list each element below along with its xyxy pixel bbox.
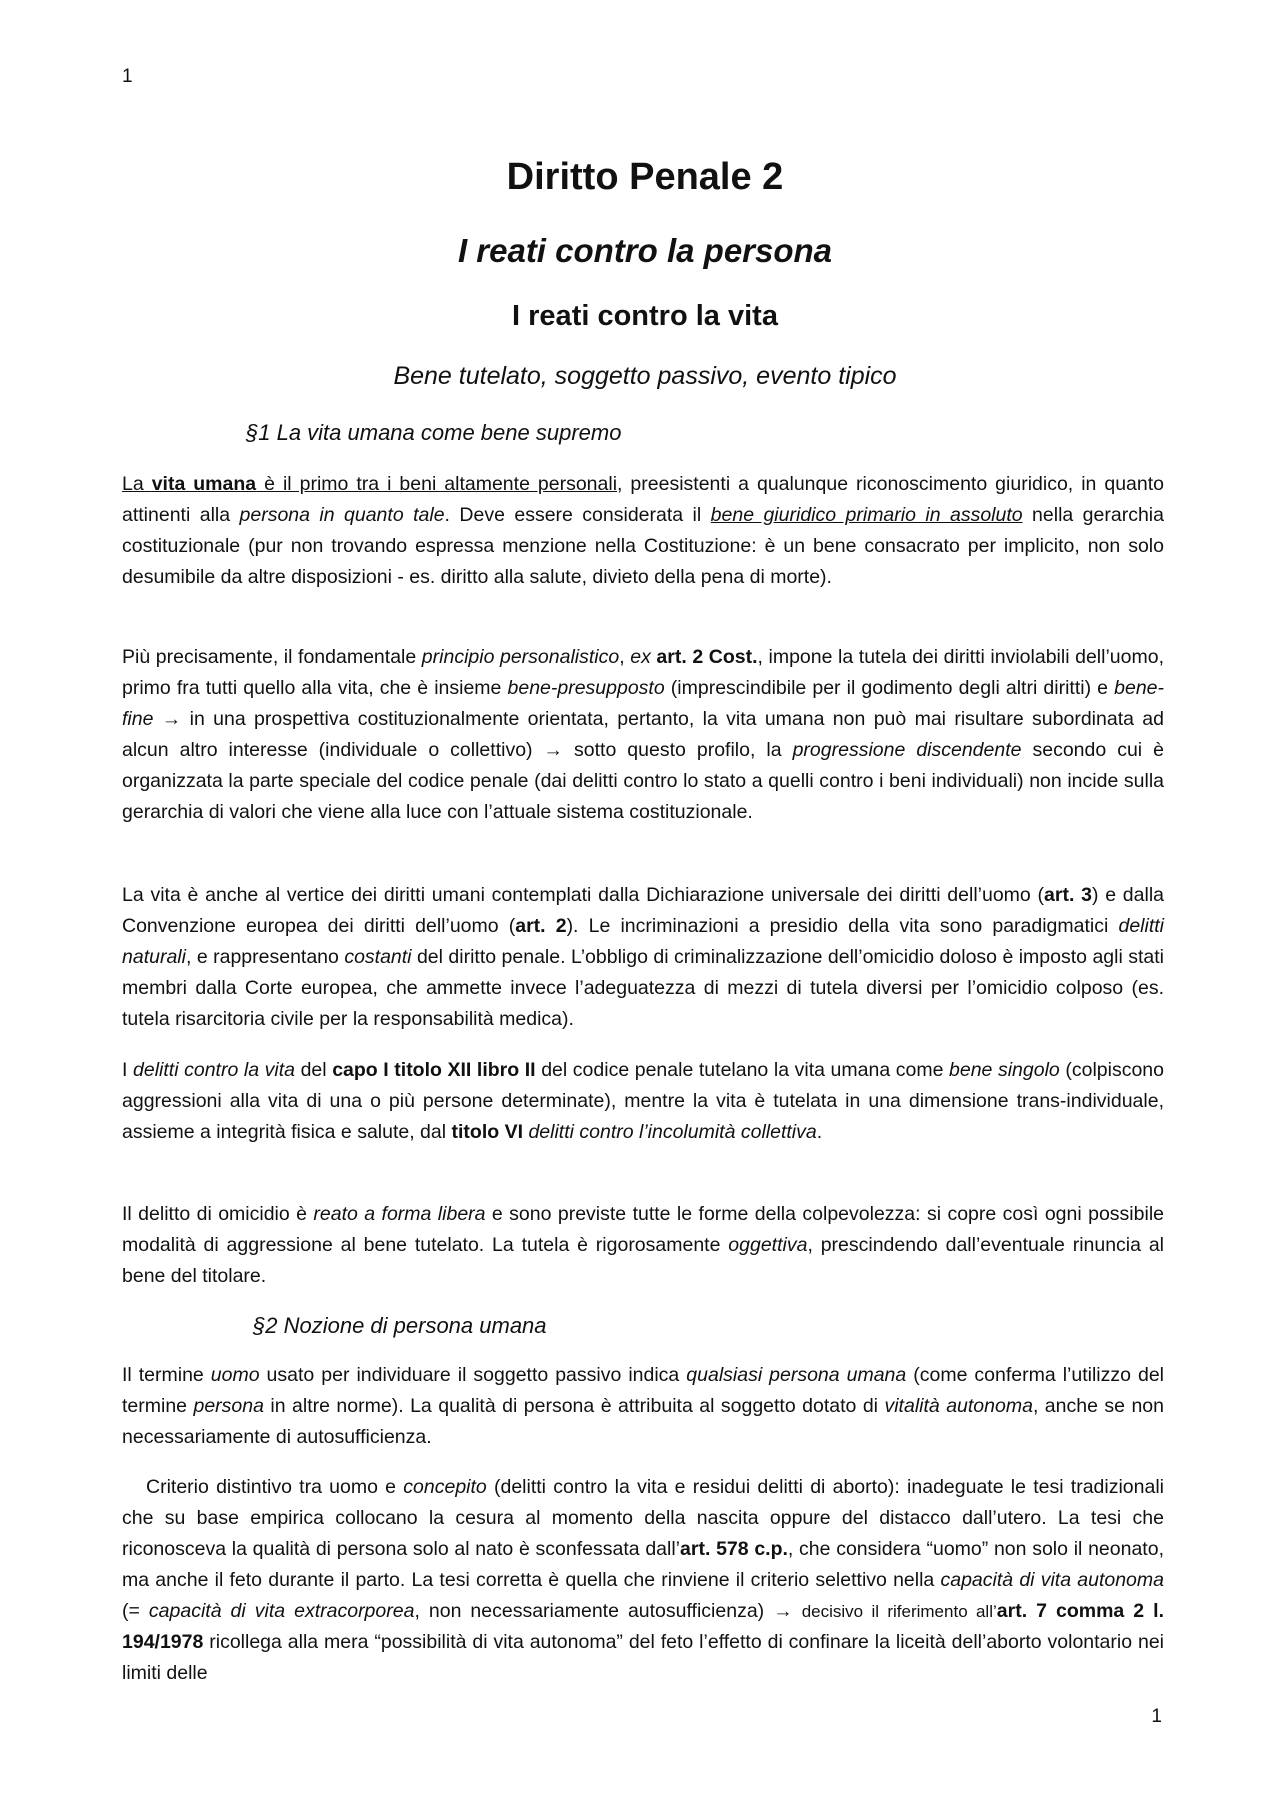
text-span: Il termine bbox=[122, 1364, 211, 1386]
text-span: persona in quanto tale bbox=[239, 504, 445, 526]
text-span: , e rappresentano bbox=[185, 946, 345, 968]
text-span: titolo VI bbox=[451, 1121, 524, 1143]
text-span: I bbox=[122, 1059, 133, 1081]
text-span: nella gerarchia costituzionale (pur non trovando espressa menzione nella Costituzione: è un bene consacrato per implicito, non solo desumibile da altre disposizioni - es. diritto alla salute, divieto della pena di morte). bbox=[122, 504, 1164, 588]
text-span: La vita è anche al vertice dei diritti umani contemplati dalla Dichiarazione universale dei diritti dell’uomo ( bbox=[122, 884, 1045, 906]
text-span: Più precisamente, il fondamentale bbox=[122, 646, 422, 668]
text-span: vitalità autonoma bbox=[884, 1395, 1033, 1417]
text-span: Criterio distintivo tra uomo e bbox=[146, 1476, 404, 1498]
paragraph-6 bbox=[122, 1360, 1164, 1453]
text-span: progressione discendente bbox=[792, 739, 1022, 761]
text-span: , preesistenti a qualunque riconoscimento giuridico, in quanto attinenti alla bbox=[122, 473, 1165, 526]
text-span: . bbox=[816, 1121, 823, 1143]
text-span: (come conferma l’utilizzo del termine bbox=[122, 1364, 1164, 1417]
paragraph-5 bbox=[122, 1199, 1164, 1292]
text-span: art. 2 Cost. bbox=[656, 646, 758, 668]
text-span: costanti bbox=[344, 946, 412, 968]
text-span: delitti contro la vita bbox=[133, 1059, 295, 1081]
text-span: (imprescindibile per il godimento degli altri diritti) e bbox=[664, 677, 1115, 699]
text-span: art. 2 bbox=[515, 915, 567, 937]
text-span: Il delitto di omicidio è bbox=[122, 1203, 314, 1225]
text-span: capo I titolo XII libro II bbox=[332, 1059, 536, 1081]
text-span: usato per individuare il soggetto passivo indica bbox=[259, 1364, 687, 1386]
paragraph-1 bbox=[122, 469, 1164, 593]
text-span: , impone la tutela dei diritti inviolabili dell’uomo, primo fra tutti quello alla vita, che è insieme bbox=[122, 646, 1164, 699]
text-span: ex bbox=[630, 646, 651, 668]
text-span: (= bbox=[122, 1600, 149, 1622]
text-span: del codice penale tutelano la vita umana come bbox=[535, 1059, 950, 1081]
text-span: bene-fine bbox=[122, 677, 1164, 730]
chapter-heading: I reati contro la vita bbox=[512, 300, 778, 332]
text-span: , anche se non necessariamente di autosufficienza. bbox=[122, 1395, 1164, 1448]
page-number-bottom: 1 bbox=[1151, 1706, 1162, 1727]
text-span: capacità di vita autonoma bbox=[940, 1569, 1164, 1591]
text-span: delitti contro l’incolumità collettiva bbox=[528, 1121, 817, 1143]
paragraph-7 bbox=[122, 1472, 1164, 1689]
text-span: uomo bbox=[210, 1364, 260, 1386]
text-span: capacità di vita extracorporea bbox=[148, 1600, 415, 1622]
page-number-top: 1 bbox=[122, 66, 133, 87]
text-span: . Deve essere considerata il bbox=[444, 504, 711, 526]
text-span: art. 3 bbox=[1044, 884, 1092, 906]
paragraph-2 bbox=[122, 642, 1164, 828]
text-span: è il primo tra i beni altamente personali bbox=[256, 473, 618, 495]
text-span: del diritto penale. L’obbligo di criminalizzazione dell’omicidio doloso è imposto agli stati membri dalla Corte europea, che ammette invece l’adeguatezza di mezzi di tutela diversi per l’omicidio colposo (es. tutela risarcitoria civile per la responsabilità medica). bbox=[122, 946, 1164, 1030]
document-subtitle: I reati contro la persona bbox=[457, 232, 833, 269]
text-span: , che considera “uomo” non solo il neonato, ma anche il feto durante il parto. La tesi corretta è quella che rinviene il criterio selettivo nella bbox=[122, 1538, 1164, 1591]
text-span: , prescindendo dall’eventuale rinuncia al bene del titolare. bbox=[122, 1234, 1164, 1287]
text-span: bene giuridico primario in assoluto bbox=[710, 504, 1023, 526]
text-span: persona bbox=[193, 1395, 264, 1417]
text-span: La bbox=[122, 473, 152, 495]
text-span: reato a forma libera bbox=[313, 1203, 486, 1225]
text-span: qualsiasi persona umana bbox=[686, 1364, 907, 1386]
text-span: → in una prospettiva costituzionalmente orientata, pertanto, la vita umana non può mai risultare subordinata ad alcun altro interesse (individuale o collettivo) → sotto questo profilo, la bbox=[122, 708, 1164, 761]
text-span: secondo cui è organizzata la parte speciale del codice penale (dai delitti contro lo stato a quelli contro i beni individuali) non incide sulla gerarchia di valori che viene alla luce con l’attuale sistema costituzionale. bbox=[122, 739, 1164, 823]
text-span: principio personalistico bbox=[421, 646, 620, 668]
text-span: ). Le incriminazioni a presidio della vita sono paradigmatici bbox=[566, 915, 1119, 937]
text-span: ricollega alla mera “possibilità di vita autonoma” del feto l’effetto di confinare la liceità dell’aborto volontario nei limiti delle bbox=[122, 1631, 1164, 1684]
paragraph-3 bbox=[122, 880, 1164, 1035]
text-span: art. 7 comma 2 l. 194/1978 bbox=[122, 1600, 1164, 1653]
subsection-heading-2: §2 Nozione di persona umana bbox=[253, 1313, 547, 1338]
text-span: delitti naturali bbox=[122, 915, 1164, 968]
text-span: ) e dalla Convenzione europea dei diritti dell’uomo ( bbox=[122, 884, 1165, 937]
text-span: bene singolo bbox=[949, 1059, 1060, 1081]
text-span: , bbox=[619, 646, 631, 668]
section-heading: Bene tutelato, soggetto passivo, evento tipico bbox=[393, 362, 897, 390]
paragraph-4 bbox=[122, 1055, 1164, 1148]
text-span: e sono previste tutte le forme della colpevolezza: si copre così ogni possibile modalità di aggressione al bene tutelato. La tutela è rigorosamente bbox=[122, 1203, 1164, 1256]
text-span: art. 578 c.p. bbox=[680, 1538, 788, 1560]
text-span: decisivo il riferimento all’ bbox=[801, 1602, 997, 1621]
text-span: concepito bbox=[403, 1476, 487, 1498]
text-span: vita umana bbox=[151, 473, 257, 495]
text-span: (colpiscono aggressioni alla vita di una o più persone determinate), mentre la vita è tutelata in una dimensione trans-individuale, assieme a integrità fisica e salute, dal bbox=[122, 1059, 1164, 1143]
text-span: in altre norme). La qualità di persona è attribuita al soggetto dotato di bbox=[263, 1395, 885, 1417]
text-span: oggettiva bbox=[728, 1234, 808, 1256]
text-span: (delitti contro la vita e residui delitti di aborto): inadeguate le tesi tradizionali che su base empirica collocano la cesura al momento della nascita oppure del distacco dall’utero. La tesi che riconosceva la qualità di persona solo al nato è sconfessata dall’ bbox=[122, 1476, 1164, 1560]
text-span: del bbox=[295, 1059, 333, 1081]
subsection-heading-1: §1 La vita umana come bene supremo bbox=[246, 420, 622, 445]
text-span: bene-presupposto bbox=[507, 677, 665, 699]
document-title: Diritto Penale 2 bbox=[506, 156, 784, 198]
text-span: , non necessariamente autosufficienza) → bbox=[414, 1600, 802, 1622]
